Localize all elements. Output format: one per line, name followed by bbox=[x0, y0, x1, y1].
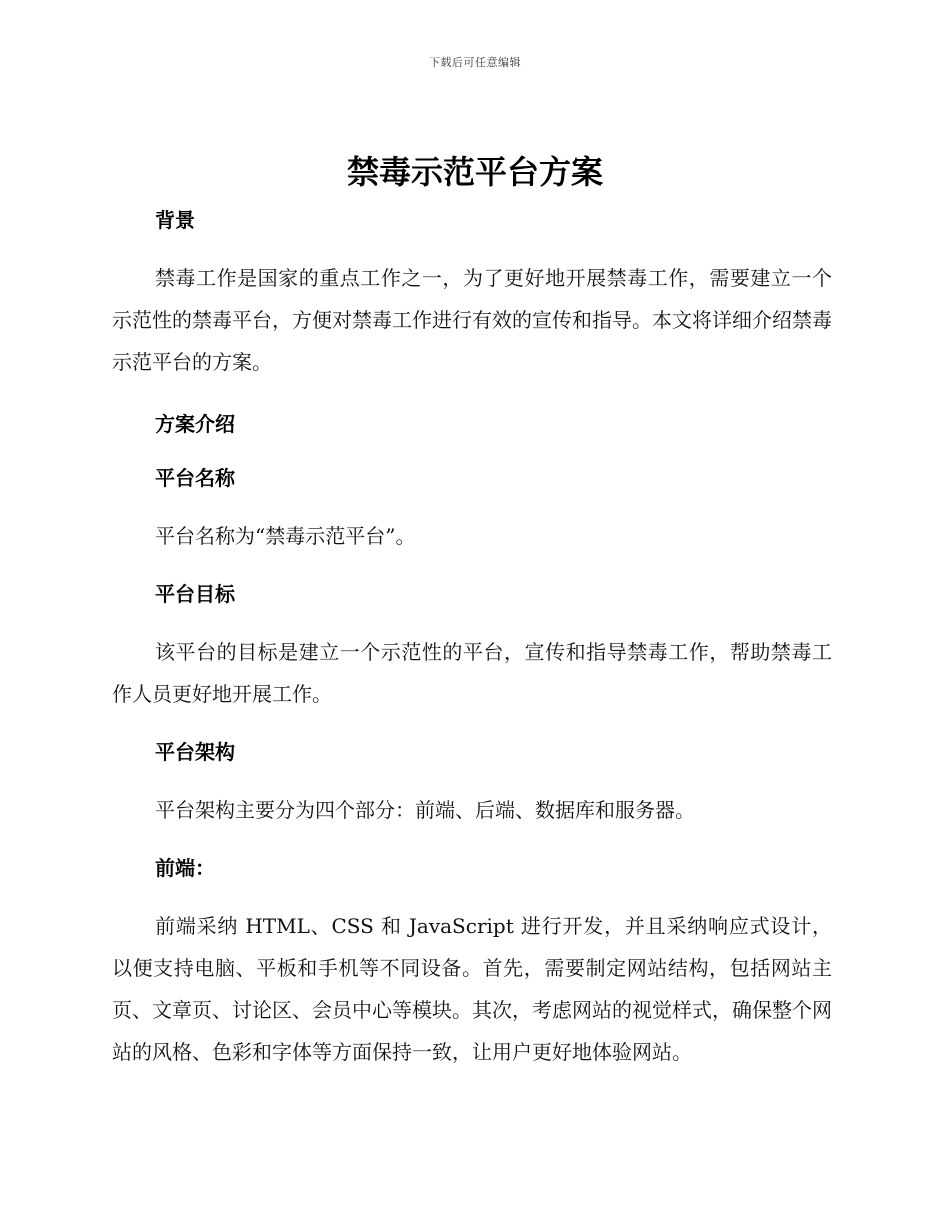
document-body bbox=[112, 203, 832, 1073]
section-heading-platform-architecture: 平台架构 bbox=[155, 740, 235, 764]
section-heading-platform-goal: 平台目标 bbox=[155, 582, 235, 606]
section-heading-platform-name: 平台名称 bbox=[155, 466, 235, 490]
paragraph-frontend: 前端采纳 HTML、CSS 和 JavaScript 进行开发，并且采纳响应式设计，以便支持电脑、平板和手机等不同设备。首先，需要制定网站结构，包括网站主页、文章页、讨论区、会员中心等模块。其次，考虑网站的视觉样式，确保整个网站的风格、色彩和字体等方面保持一致，让用户更好地体验网站。 bbox=[112, 914, 832, 1064]
paragraph-platform-name: 平台名称为“禁毒示范平台”。 bbox=[155, 524, 416, 548]
section-heading-background: 背景 bbox=[155, 208, 195, 232]
document-title: 禁毒示范平台方案 bbox=[346, 153, 603, 191]
paragraph-platform-goal: 该平台的目标是建立一个示范性的平台，宣传和指导禁毒工作，帮助禁毒工作人员更好地开展工作。 bbox=[112, 640, 832, 706]
section-heading-intro: 方案介绍 bbox=[155, 412, 235, 436]
page-header-note: 下载后可任意编辑 bbox=[429, 56, 521, 69]
section-heading-frontend: 前端： bbox=[155, 856, 215, 880]
paragraph-background: 禁毒工作是国家的重点工作之一，为了更好地开展禁毒工作，需要建立一个示范性的禁毒平台，方便对禁毒工作进行有效的宣传和指导。本文将详细介绍禁毒示范平台的方案。 bbox=[112, 266, 832, 374]
paragraph-platform-architecture: 平台架构主要分为四个部分：前端、后端、数据库和服务器。 bbox=[155, 798, 695, 822]
